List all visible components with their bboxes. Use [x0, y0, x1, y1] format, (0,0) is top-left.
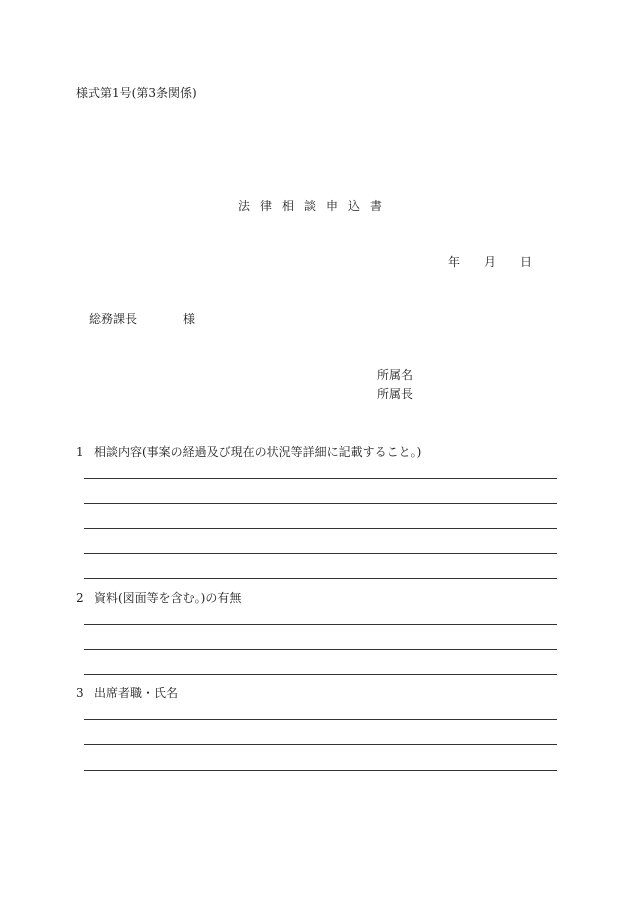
document-title: 法律相談申込書: [238, 199, 393, 213]
writing-line: [84, 624, 557, 625]
section-consultation-content: [76, 445, 421, 459]
affiliation-head-label: 所属長: [377, 387, 414, 401]
section-number: 1: [76, 445, 84, 459]
writing-line: [84, 528, 557, 529]
addressee-honorific: 様: [183, 312, 196, 326]
section-heading-text: 相談内容(事案の経過及び現在の状況等詳細に記載すること。): [94, 445, 422, 459]
writing-line: [84, 553, 557, 554]
addressee-name: 総務課長: [89, 312, 138, 326]
section-number: 2: [76, 591, 84, 605]
year-label: 年: [448, 255, 461, 269]
date-line: [448, 255, 532, 269]
writing-line: [84, 649, 557, 650]
writing-line: [84, 674, 557, 675]
month-label: 月: [484, 255, 497, 269]
writing-line: [84, 478, 557, 479]
section-materials: [76, 591, 241, 605]
writing-line: [84, 578, 557, 579]
day-label: 日: [520, 255, 533, 269]
section-heading-text: 出席者職・氏名: [94, 686, 179, 700]
writing-line: [84, 719, 557, 720]
section-heading-text: 資料(図面等を含む。)の有無: [94, 591, 242, 605]
section-number: 3: [76, 686, 84, 700]
section-attendees: [76, 686, 178, 700]
writing-line: [84, 744, 557, 745]
affiliation-name-label: 所属名: [377, 368, 414, 382]
writing-line: [84, 770, 557, 771]
form-number: 様式第1号(第3条関係): [76, 86, 197, 100]
writing-line: [84, 503, 557, 504]
